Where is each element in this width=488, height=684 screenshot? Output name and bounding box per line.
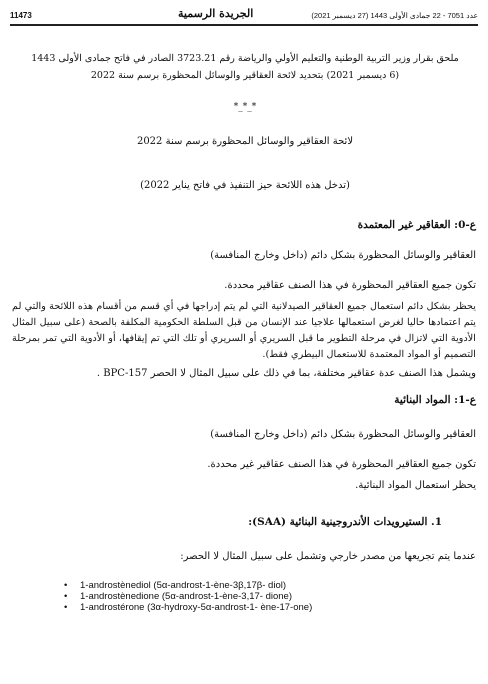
separator: *_*_* <box>233 102 257 112</box>
section-s1-subheading: 1. الستيرويدات الأندروجينية البنائية (SAA): <box>248 516 442 528</box>
list-item: • 1-androstérone (3α-hydroxy-5α-androst-1- ène-17-one) <box>64 602 312 613</box>
list-title: لائحة العقاقير والوسائل المحظورة برسم سنة 2022 <box>136 136 354 147</box>
section-s0-paragraph: يحظر بشكل دائم استعمال جميع العقاقير الصيدلانية التي لم يتم إدراجها في أي قسم من أقسام هذه اللائحة والتي لم يتم اعتمادها حاليا لغرض استعمالها علاجيا عند الإنسان من قبل السلطة الحكومية المكلفة بالصحة (على سبيل المثال الأدوية التي لاتزال في مرحلة التطوير ما قبل السريري أو السريري أو تلك التي تم إيقافها، أو الأدوية التي تمر بمرحلة التصميم أو المواد المعتمدة للاستعمال البيطري فقط). <box>12 301 476 360</box>
section-s1-heading: ع-1: المواد البنائية <box>394 394 476 406</box>
section-s0-example: ويشمل هذا الصنف عدة عقاقير مختلفة، بما في ذلك على سبيل المثال لا الحصر BPC-157 . <box>96 368 476 379</box>
list-item: • 1-androstènedione (5α-androst-1-ène-3,17- dione) <box>64 591 312 602</box>
section-s0-status: العقاقير والوسائل المحظورة بشكل دائم (داخل وخارج المنافسة) <box>210 250 476 261</box>
substance-list <box>64 580 312 613</box>
section-s1-intro: عندما يتم تجريعها من مصدر خارجي وتشمل على سبيل المثال لا الحصر: <box>180 551 476 562</box>
section-s0-note: تكون جميع العقاقير المحظورة في هذا الصنف عقاقير محددة. <box>224 280 476 291</box>
list-subtitle: (تدخل هذه اللائحة حيز التنفيذ في فاتح يناير 2022) <box>140 180 350 191</box>
section-s0-heading: ع-0: العقاقير غير المعتمدة <box>357 219 476 231</box>
section-s1-prohibition: يحظر استعمال المواد البنائية. <box>355 480 476 491</box>
section-s1-status: العقاقير والوسائل المحظورة بشكل دائم (داخل وخارج المنافسة) <box>210 429 476 440</box>
annex-line-1: ملحق بقرار وزير التربية الوطنية والتعليم الأولي والرياضة رقم 3723.21 الصادر في فاتح جمادى الأولى 1443 <box>31 53 459 64</box>
annex-line-2: (6 ديسمبر 2021) بتحديد لائحة العقاقير والوسائل المحظورة برسم سنة 2022 <box>90 70 400 81</box>
page-header <box>10 6 478 26</box>
journal-title: الجريدة الرسمية <box>178 7 254 20</box>
list-item: • 1-androstènediol (5α-androst-1-ène-3β,17β- diol) <box>64 580 312 591</box>
section-s1-note: تكون جميع العقاقير المحظورة في هذا الصنف عقاقير غير محددة. <box>207 459 476 470</box>
issue-info: عدد 7051 - 22 جمادى الأولى 1443 (27 ديسمبر 2021) <box>311 11 478 20</box>
page-number: 11473 <box>10 11 32 20</box>
